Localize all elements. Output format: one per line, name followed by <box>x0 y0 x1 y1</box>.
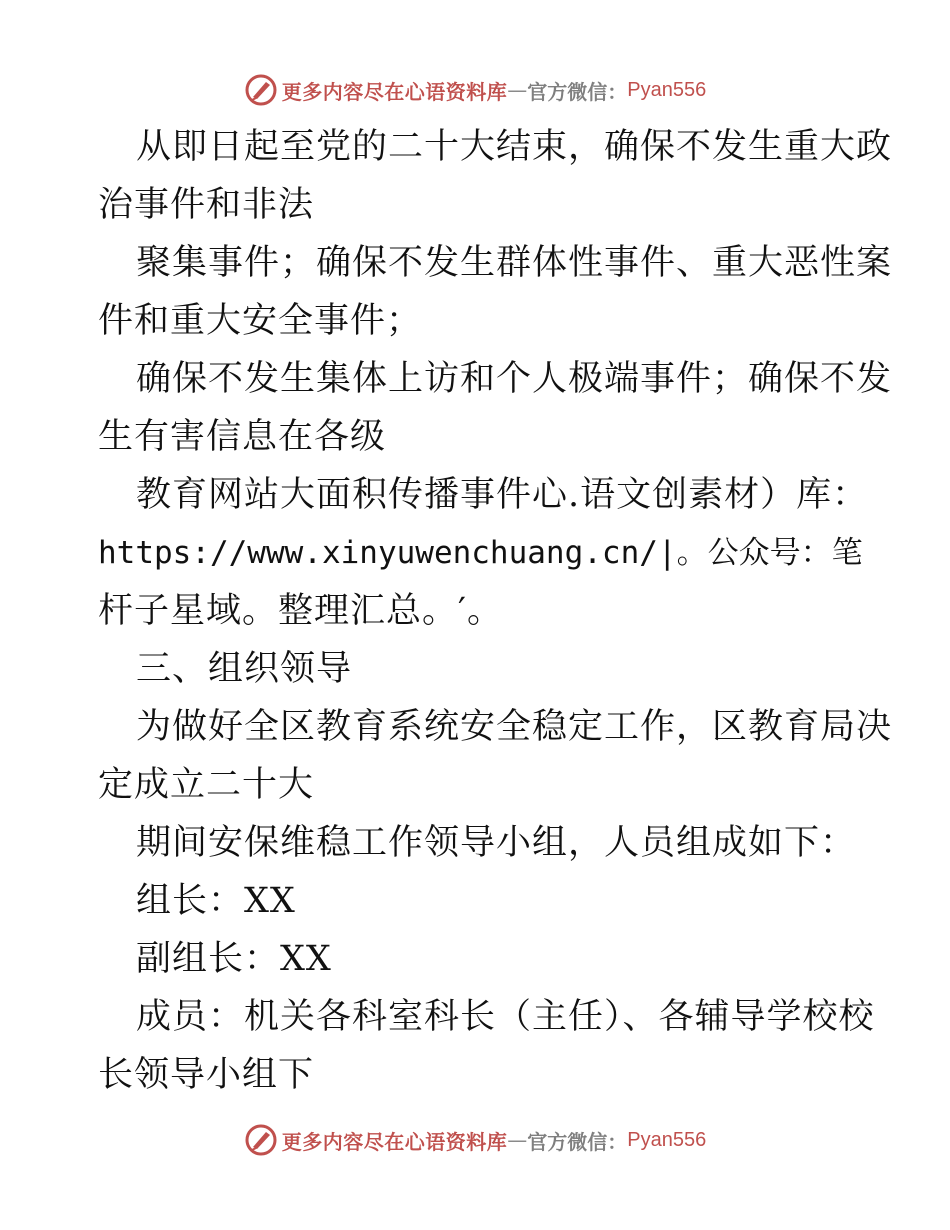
footer-watermark <box>0 1120 950 1160</box>
watermark-separator: — <box>507 78 528 102</box>
body-text-line: 组长：XX <box>136 881 296 921</box>
watermark-separator: — <box>507 1128 528 1152</box>
watermark-wechat-label: 官方微信： <box>527 1129 628 1154</box>
body-text-line: 件和重大安全事件； <box>98 301 423 341</box>
watermark-wechat-id: Pyan556 <box>627 78 707 101</box>
body-text-line: 定成立二十大 <box>98 765 315 805</box>
body-text-line: 从即日起至党的二十大结束，确保不发生重大政 <box>136 127 893 167</box>
watermark-wechat-label: 官方微信： <box>527 79 628 104</box>
body-text-line: 聚集事件；确保不发生群体性事件、重大恶性案 <box>136 243 893 283</box>
body-text-line: 为做好全区教育系统安全稳定工作，区教育局决 <box>136 707 893 747</box>
header-watermark <box>0 70 950 110</box>
quill-logo-icon <box>244 73 278 107</box>
watermark-wechat-id: Pyan556 <box>627 1128 707 1151</box>
body-text-line: 副组长：XX <box>136 939 332 979</box>
body-text-line: 确保不发生集体上访和个人极端事件；确保不发 <box>136 359 893 399</box>
body-text-line: 三、组织领导 <box>136 649 353 689</box>
document-body <box>98 118 893 1104</box>
body-text-line: 长领导小组下 <box>98 1055 315 1095</box>
body-text-line: 教育网站大面积传播事件心.语文创素材）库： <box>136 475 869 515</box>
body-text-line: 杆子星域。整理汇总。′。 <box>98 591 503 631</box>
quill-logo-icon <box>244 1123 278 1157</box>
body-text-line: 成员：机关各科室科长（主任）、各辅导学校校 <box>136 997 875 1037</box>
body-text-line: 生有害信息在各级 <box>98 417 387 457</box>
body-text-line: 期间安保维稳工作领导小组，人员组成如下： <box>136 823 857 863</box>
body-text-line: 治事件和非法 <box>98 185 315 225</box>
watermark-text: 更多内容尽在心语资料库 <box>281 1129 508 1154</box>
body-text-line: https://www.xinyuwenchuang.cn/|。公众号：笔 <box>98 535 863 571</box>
watermark-text: 更多内容尽在心语资料库 <box>281 79 508 104</box>
